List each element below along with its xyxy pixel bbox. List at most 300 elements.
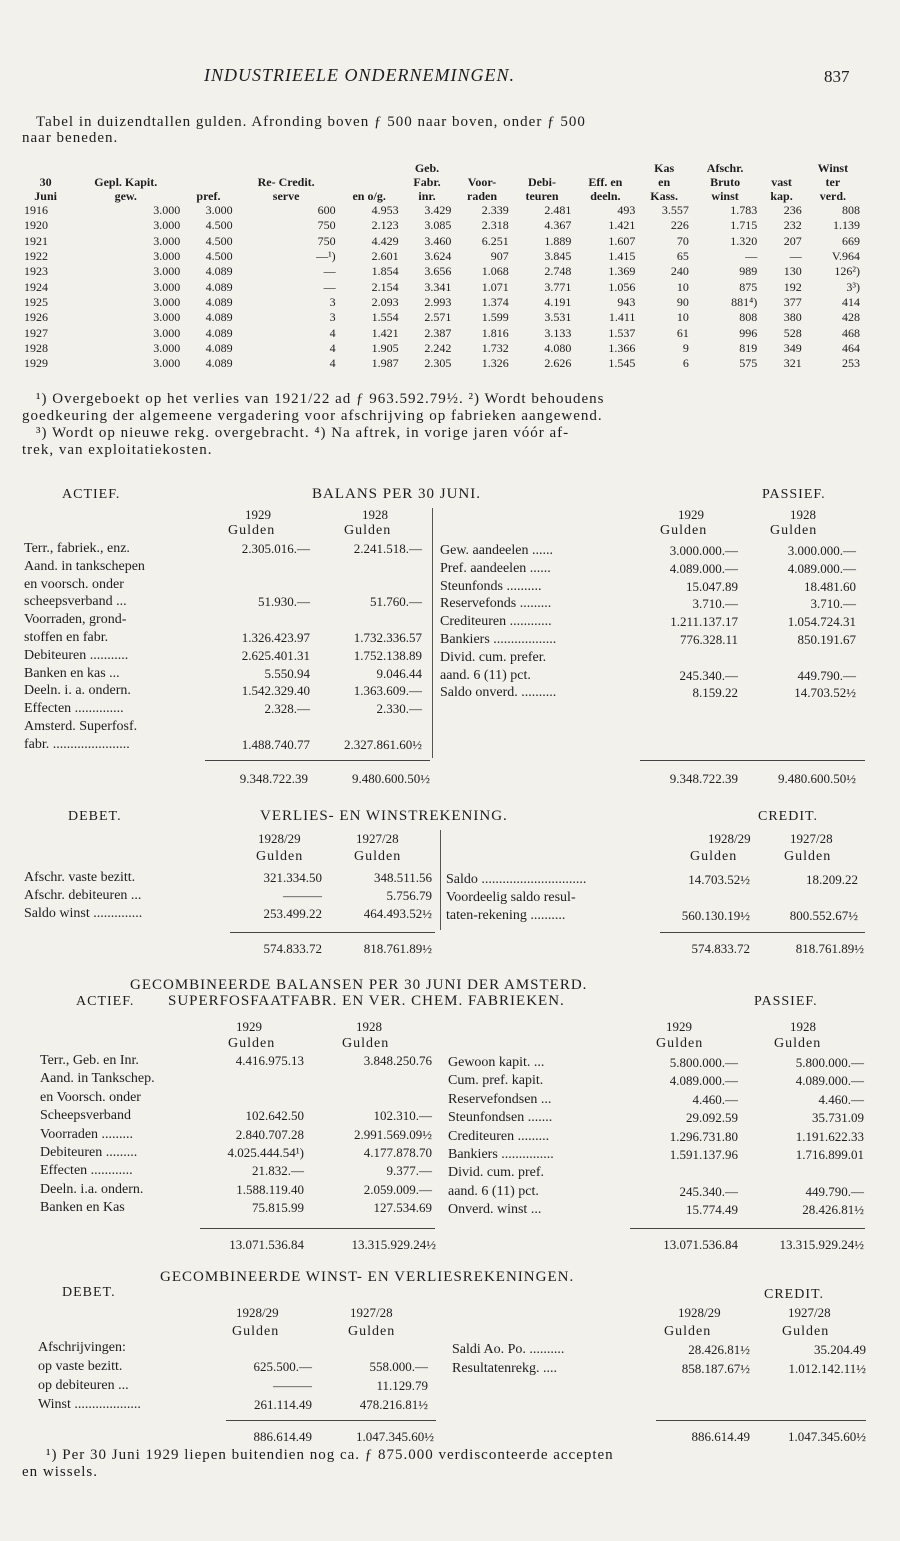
line-value: 2.991.569.09½: [354, 1126, 432, 1142]
table-cell: 6: [682, 356, 689, 371]
table-cell: 808: [842, 203, 860, 218]
geco-total: 13.071.536.84: [663, 1237, 738, 1252]
line-value: 2.327.861.60½: [344, 736, 422, 752]
total-rule: [660, 932, 865, 933]
unit-heading: Gulden: [770, 523, 818, 538]
line-value: 560.130.19½: [681, 908, 750, 923]
table-cell: 3.000: [153, 249, 181, 264]
line-label: Voorraden, grond-: [24, 612, 127, 628]
line-value: 625.500.—: [253, 1359, 312, 1374]
table-header-cell: Geb.: [414, 161, 440, 175]
line-value: 1.488.740.77: [241, 736, 310, 752]
line-value: 1.054.724.31: [787, 614, 856, 630]
line-value: 2.241.518.—: [353, 541, 422, 556]
table-cell: 10: [676, 279, 689, 294]
table-header-cell: Kass.: [650, 189, 678, 203]
table-cell: 1.732: [481, 340, 509, 355]
table-header-cell: Kas: [654, 161, 675, 175]
line-value: 478.216.81½: [359, 1397, 428, 1412]
line-value: 5.800.000.—: [795, 1055, 864, 1070]
table-cell: 4: [329, 340, 336, 355]
table-cell: 1.987: [371, 356, 399, 371]
wv-total: 574.833.72: [691, 941, 750, 956]
line-label: Debiteuren .........: [40, 1145, 138, 1160]
year-cell: 1923: [24, 264, 48, 279]
table-header-cell: serve: [272, 189, 300, 203]
table-cell: V.964: [831, 249, 860, 264]
table-row: [22, 295, 862, 310]
year-heading: 1928: [356, 1019, 382, 1034]
table-cell: 3.000: [153, 233, 181, 248]
table-header-cell: ter: [825, 175, 841, 189]
year-heading: 1928/29: [708, 831, 751, 846]
gwv-debet-line: [0, 1397, 900, 1415]
table-cell: 1.326: [481, 356, 509, 371]
line-value: 1.326.423.97: [241, 630, 310, 645]
total-rule: [630, 1228, 865, 1229]
line-value: 3.710.—: [810, 596, 856, 612]
unit-heading: Gulden: [354, 849, 402, 864]
year-heading: 1928: [362, 507, 388, 522]
line-label: en Voorsch. onder: [40, 1089, 141, 1105]
table-cell: 6.251: [481, 233, 509, 248]
geco-passief-line: [0, 1089, 900, 1110]
line-value: 1.716.899.01: [795, 1147, 864, 1162]
line-value: 348.511.56: [373, 870, 432, 885]
line-value: 1.542.329.40: [241, 683, 310, 699]
table-cell: 808: [739, 310, 758, 325]
balans-actief-line: [0, 701, 900, 719]
table-cell: 2.305: [424, 356, 452, 371]
line-label: Steunfonds ..........: [440, 578, 542, 594]
balans-total: 9.348.722.39: [669, 771, 738, 786]
table-header-cell: winst: [711, 189, 739, 203]
balans-passief-line: [0, 665, 900, 686]
line-value: 4.089.000.—: [787, 560, 856, 576]
line-value: 4.460.—: [692, 1091, 738, 1107]
table-cell: 3.845: [544, 249, 572, 264]
line-label: fabr. ......................: [24, 736, 130, 752]
table-cell: 3.000: [153, 218, 181, 233]
line-value: 261.114.49: [253, 1397, 312, 1412]
table-cell: 1.554: [371, 310, 399, 325]
balans-actief-label: ACTIEF.: [62, 487, 121, 502]
table-cell: 1.421: [608, 218, 636, 233]
year-heading: 1928: [790, 507, 816, 522]
year-cell: 1920: [24, 218, 48, 233]
year-heading: 1927/28: [788, 1305, 831, 1320]
balans-passief-line: [0, 614, 900, 632]
line-value: 2.059.009.—: [363, 1181, 432, 1197]
line-value: 3.710.—: [692, 596, 738, 612]
year-cell: 1929: [24, 356, 48, 371]
table-header-cell: [573, 161, 637, 175]
balans-total: 9.480.600.50½: [778, 771, 856, 786]
balans-passief-line: [0, 685, 900, 703]
wv-debet-label: DEBET.: [68, 809, 122, 824]
line-value: 1.588.119.40: [236, 1181, 304, 1197]
unit-heading: Gulden: [656, 1036, 704, 1051]
table-row: [22, 310, 862, 325]
line-value: ———: [273, 1378, 312, 1393]
line-value: 51.930.—: [258, 594, 310, 610]
line-value: 35.731.09: [812, 1110, 864, 1126]
table-cell: 819: [739, 340, 758, 355]
table-header-cell: Afschr.: [706, 161, 744, 175]
table-cell: 2.626: [544, 356, 572, 371]
line-label: Gew. aandeelen ......: [440, 543, 553, 558]
table-header-cell: [22, 161, 69, 175]
gwv-total: 886.614.49: [253, 1429, 312, 1444]
line-label: Effecten ..............: [24, 701, 124, 717]
wv-title: VERLIES- EN WINSTREKENING.: [260, 808, 508, 824]
year-cell: 1925: [24, 294, 48, 309]
table-cell: 3.624: [424, 249, 452, 264]
table-cell: 207: [783, 233, 802, 248]
table-header-cell: teuren: [525, 189, 559, 203]
table-cell: 3.133: [544, 325, 572, 340]
balans-total: 9.348.722.39: [239, 771, 308, 786]
table-header-cell: [453, 161, 510, 175]
wv-total: 574.833.72: [263, 941, 322, 956]
table-header-cell: Juni: [34, 189, 57, 203]
balans-passief-line: [0, 558, 900, 579]
line-value: 2.330.—: [376, 701, 422, 717]
geco-passief-line: [0, 1147, 900, 1165]
line-value: 1.363.609.—: [353, 683, 422, 699]
table-cell: 468: [842, 325, 860, 340]
table-header-cell: Bruto: [710, 175, 741, 189]
geco-total: 13.071.536.84: [229, 1237, 304, 1252]
line-label: Effecten ............: [40, 1163, 133, 1179]
line-value: 800.552.67½: [789, 908, 858, 923]
table-cell: 493: [617, 203, 636, 218]
table-cell: 1.715: [730, 218, 758, 233]
table-header-cell: [182, 175, 234, 189]
unit-heading: Gulden: [256, 849, 304, 864]
line-value: 4.089.000.—: [795, 1073, 864, 1089]
table-cell: 4.191: [544, 294, 572, 309]
unit-heading: Gulden: [342, 1036, 390, 1051]
year-heading: 1927/28: [790, 831, 833, 846]
table-cell: 1.854: [371, 264, 399, 279]
table-cell: 3.000: [153, 264, 181, 279]
geco-title-2: SUPERFOSFAATFABR. EN VER. CHEM. FABRIEKEN.: [168, 993, 565, 1009]
footnote-line: ¹) Per 30 Juni 1929 liepen buitendien nog ca. ƒ 875.000 verdisconteerde accepten: [46, 1447, 614, 1463]
table-header-cell: Eff. en: [588, 175, 623, 189]
year-heading: 1927/28: [350, 1305, 393, 1320]
geco-passief-line: [0, 1202, 900, 1220]
line-label: op debiteuren ...: [38, 1378, 129, 1393]
table-cell: —: [745, 249, 758, 264]
table-header-cell: Re- Credit.: [257, 175, 315, 189]
line-value: 1.211.137.17: [670, 614, 738, 630]
table-cell: 1.320: [730, 233, 758, 248]
table-cell: 3.429: [424, 203, 452, 218]
line-value: 5.756.79: [386, 888, 432, 903]
line-value: 850.191.67: [797, 632, 856, 647]
table-cell: 1.374: [481, 294, 509, 309]
line-label: Pref. aandeelen ......: [440, 560, 551, 576]
line-value: 1.012.142.11½: [788, 1361, 866, 1376]
line-label: Scheepsverband: [40, 1108, 131, 1124]
gwv-total: 1.047.345.60½: [788, 1429, 866, 1444]
table-cell: 2.748: [544, 264, 572, 279]
table-cell: 3.000: [153, 340, 181, 355]
balans-actief-line: [0, 719, 900, 737]
table-row: [22, 234, 862, 249]
table-cell: 3.000: [153, 325, 181, 340]
table-cell: 943: [617, 294, 636, 309]
gwv-credit-line: [0, 1361, 900, 1379]
footnote-line: ¹) Overgeboekt op het verlies van 1921/22 ad ƒ 963.592.79½. ²) Wordt behoudens: [36, 391, 605, 407]
unit-heading: Gulden: [348, 1324, 396, 1339]
table-cell: 1.056: [608, 279, 636, 294]
table-header-cell: en o/g.: [352, 189, 386, 203]
table-cell: 2.154: [371, 279, 399, 294]
line-label: op vaste bezitt.: [38, 1359, 123, 1374]
line-label: Bankiers ...............: [448, 1147, 554, 1162]
line-value: 1.591.137.96: [669, 1147, 738, 1162]
table-cell: 10: [676, 310, 689, 325]
line-label: aand. 6 (11) pct.: [440, 667, 531, 683]
table-cell: 4.500: [205, 218, 233, 233]
table-header-cell: raden: [467, 189, 498, 203]
line-value: 51.760.—: [370, 594, 422, 610]
line-value: 858.187.67½: [681, 1361, 750, 1376]
table-cell: 1.905: [371, 340, 399, 355]
table-cell: —: [323, 279, 336, 294]
geco-actief-label: ACTIEF.: [76, 994, 135, 1009]
line-value: 464.493.52½: [363, 906, 432, 921]
table-row: [22, 325, 862, 340]
table-header-cell: pref.: [196, 189, 221, 203]
table-header-cell: verd.: [819, 189, 847, 203]
table-row: [22, 341, 862, 356]
line-label: stoffen en fabr.: [24, 630, 109, 645]
balans-total: 9.480.600.50½: [352, 771, 430, 786]
table-cell: 3.531: [544, 310, 572, 325]
table-cell: 1.421: [371, 325, 399, 340]
table-cell: 2.481: [544, 203, 572, 218]
line-label: Cum. pref. kapit.: [448, 1073, 544, 1089]
line-label: Debiteuren ...........: [24, 647, 129, 663]
year-heading: 1929: [678, 507, 704, 522]
line-value: 4.416.975.13: [235, 1053, 304, 1068]
table-cell: 2.242: [424, 340, 452, 355]
year-cell: 1926: [24, 310, 48, 325]
footnote-line: trek, van exploitatiekosten.: [22, 442, 213, 458]
unit-heading: Gulden: [660, 523, 708, 538]
table-cell: 3.000: [153, 294, 181, 309]
table-cell: 1.071: [481, 279, 509, 294]
line-value: 321.334.50: [263, 870, 322, 885]
line-value: 35.204.49: [814, 1342, 866, 1357]
table-cell: 130: [783, 264, 802, 279]
line-label: Deeln. i.a. ondern.: [40, 1181, 144, 1197]
line-value: 75.815.99: [252, 1200, 304, 1216]
table-cell: 1.415: [608, 249, 636, 264]
table-cell: 2.123: [371, 218, 399, 233]
line-label: Winst ...................: [38, 1397, 141, 1412]
line-value: 8.159.22: [692, 685, 738, 701]
table-cell: 464: [842, 340, 860, 355]
table-cell: 4.089: [205, 325, 233, 340]
table-cell: 1.816: [481, 325, 509, 340]
geco-total: 13.315.929.24½: [351, 1237, 436, 1252]
table-header-cell: Fabr.: [413, 175, 441, 189]
table-header-cell: inr.: [418, 189, 436, 203]
intro-line-1: Tabel in duizendtallen gulden. Afronding boven ƒ 500 naar boven, onder ƒ 500: [36, 114, 586, 130]
table-cell: 61: [676, 325, 689, 340]
line-value: 2.305.016.—: [241, 541, 310, 556]
year-heading: 1928: [790, 1019, 816, 1034]
footnote-line: en wissels.: [22, 1464, 98, 1480]
table-header-cell: Voor-: [467, 175, 497, 189]
geco-passief-line: [0, 1126, 900, 1147]
line-value: 5.550.94: [264, 665, 310, 681]
line-label: Voorraden .........: [40, 1126, 134, 1142]
table-cell: 750: [317, 233, 336, 248]
table-row: [22, 279, 862, 294]
table-cell: 192: [783, 279, 802, 294]
total-rule: [226, 1420, 436, 1421]
line-value: 4.460.—: [818, 1091, 864, 1107]
table-row: [22, 356, 862, 371]
balans-title: BALANS PER 30 JUNI.: [312, 486, 482, 502]
table-header-cell: [235, 161, 338, 175]
gwv-credit-line: [0, 1342, 900, 1360]
line-value: 9.046.44: [376, 665, 422, 681]
line-value: 2.328.—: [264, 701, 310, 717]
table-cell: 575: [739, 356, 758, 371]
table-cell: 3.085: [424, 218, 452, 233]
table-cell: 377: [783, 294, 802, 309]
table-cell: 253: [842, 356, 860, 371]
year-heading: 1929: [236, 1019, 262, 1034]
table-cell: 4.953: [371, 203, 399, 218]
table-cell: 3.000: [153, 356, 181, 371]
line-value: 21.832.—: [252, 1163, 304, 1179]
table-cell: 750: [317, 218, 336, 233]
table-row: [22, 203, 862, 218]
line-label: Afschr. debiteuren ...: [24, 888, 142, 903]
table-cell: 528: [783, 325, 802, 340]
geco-passief-label: PASSIEF.: [754, 994, 818, 1009]
line-value: 449.790.—: [797, 667, 856, 683]
gwv-debet-line: [0, 1378, 900, 1396]
table-cell: 2.571: [424, 310, 452, 325]
year-heading: 1929: [666, 1019, 692, 1034]
year-heading: 1928/29: [258, 831, 301, 846]
line-value: 449.790.—: [805, 1183, 864, 1199]
table-cell: 380: [783, 310, 802, 325]
line-value: 102.642.50: [245, 1108, 304, 1124]
line-label: Aand. in Tankschep.: [40, 1071, 155, 1087]
history-table: [22, 161, 862, 371]
table-cell: 1.889: [544, 233, 572, 248]
line-value: 245.340.—: [679, 667, 738, 683]
table-cell: 321: [783, 356, 802, 371]
table-cell: 669: [842, 233, 860, 248]
table-cell: 232: [783, 218, 802, 233]
geco-passief-line: [0, 1165, 900, 1183]
line-value: 558.000.—: [369, 1359, 428, 1374]
balans-passief-line: [0, 647, 900, 668]
year-cell: 1928: [24, 340, 48, 355]
line-label: taten-rekening ..........: [446, 908, 566, 923]
line-value: 4.089.000.—: [669, 560, 738, 576]
line-label: Deeln. i. a. ondern.: [24, 683, 131, 699]
line-label: Saldi Ao. Po. ..........: [452, 1342, 565, 1357]
line-label: Reservefonds .........: [440, 596, 552, 612]
line-value: 14.703.52½: [688, 872, 750, 887]
table-cell: 240: [670, 264, 689, 279]
table-header-cell: Winst: [817, 161, 849, 175]
line-value: 11.129.79: [376, 1378, 428, 1393]
line-label: Bankiers ..................: [440, 632, 557, 647]
unit-heading: Gulden: [344, 523, 392, 538]
geco-passief-line: [0, 1181, 900, 1202]
line-label: Onverd. winst ...: [448, 1202, 542, 1218]
table-cell: 2.601: [371, 249, 399, 264]
table-cell: 4.089: [205, 356, 233, 371]
line-value: 28.426.81½: [688, 1342, 750, 1357]
line-label: Saldo onverd. ..........: [440, 685, 557, 701]
total-rule: [640, 760, 865, 761]
table-cell: 3: [329, 294, 336, 309]
table-cell: 4.089: [205, 294, 233, 309]
table-cell: 3.557: [661, 203, 689, 218]
table-cell: 4.089: [205, 264, 233, 279]
wv-total: 818.761.89½: [795, 941, 864, 956]
line-label: Banken en Kas: [40, 1200, 125, 1216]
intro-line-2: naar beneden.: [22, 130, 119, 146]
unit-heading: Gulden: [782, 1324, 830, 1339]
geco-passief-line: [0, 1055, 900, 1073]
table-cell: 1.411: [608, 310, 636, 325]
line-value: ———: [283, 888, 322, 903]
table-cell: 2.093: [371, 294, 399, 309]
line-label: Steunfondsen .......: [448, 1110, 553, 1126]
line-value: 2.840.707.28: [235, 1126, 304, 1142]
wv-credit-line: [0, 872, 900, 890]
line-value: 15.047.89: [686, 578, 738, 594]
table-cell: 3.341: [424, 279, 452, 294]
line-value: 3.000.000.—: [787, 543, 856, 558]
line-value: 1.296.731.80: [669, 1128, 738, 1144]
table-cell: 4.089: [205, 279, 233, 294]
line-value: 1.752.138.89: [353, 647, 422, 663]
year-cell: 1924: [24, 279, 48, 294]
table-cell: 1.599: [481, 310, 509, 325]
year-heading: 1928/29: [236, 1305, 279, 1320]
table-cell: 600: [317, 203, 336, 218]
table-header-cell: kap.: [770, 189, 793, 203]
table-cell: 226: [670, 218, 689, 233]
table-cell: 4.089: [205, 310, 233, 325]
table-header-cell: [338, 175, 401, 189]
table-cell: 1.068: [481, 264, 509, 279]
table-cell: 1.537: [608, 325, 636, 340]
table-header-cell: [511, 161, 574, 175]
wv-total: 818.761.89½: [363, 941, 432, 956]
line-value: 18.209.22: [806, 872, 858, 887]
table-cell: 3.000: [205, 203, 233, 218]
table-cell: —: [789, 249, 802, 264]
total-rule: [656, 1420, 866, 1421]
table-cell: 4.500: [205, 233, 233, 248]
